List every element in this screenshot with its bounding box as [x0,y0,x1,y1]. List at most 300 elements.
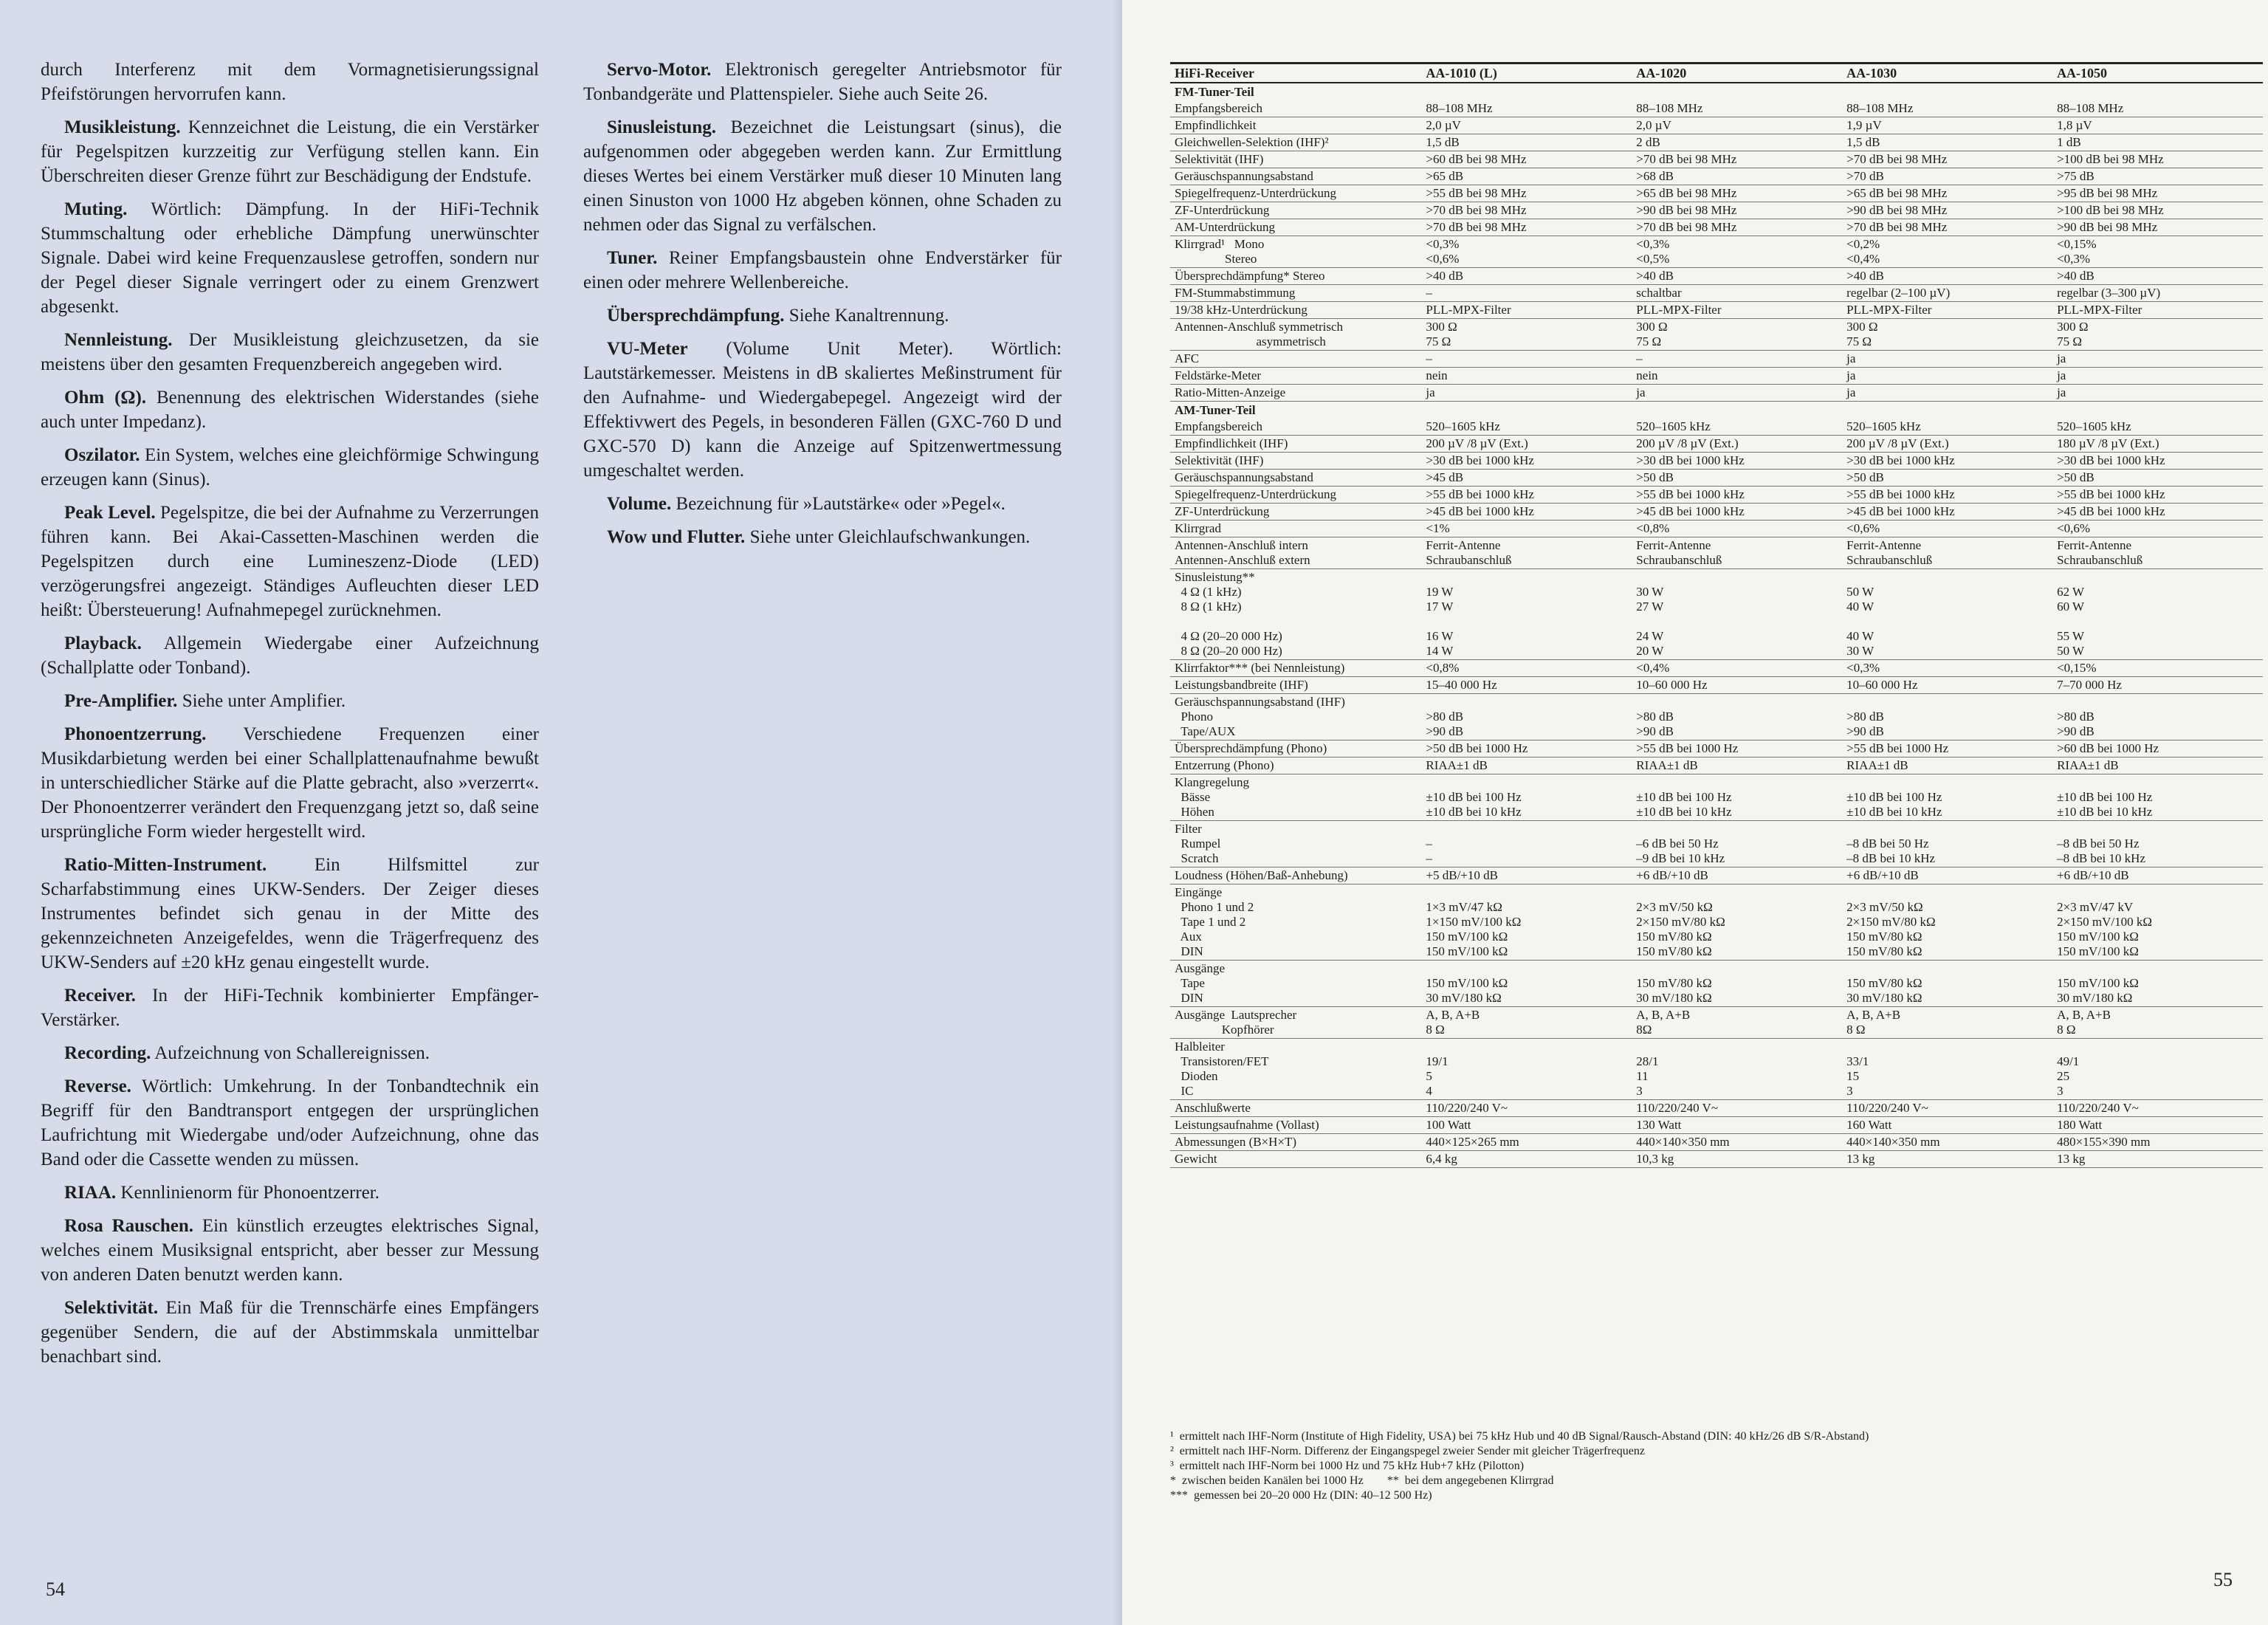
table-header-cell: AA-1010 (L) [1421,63,1632,83]
spec-value-cell: 15–40 000 Hz [1421,677,1632,694]
spec-label-cell: AM-Unterdrückung [1170,219,1421,236]
spec-value-cell: 50 W 40 W 40 W 30 W [1842,569,2052,660]
spec-label-cell: Anschlußwerte [1170,1100,1421,1117]
spec-value-cell: 19/1 5 4 [1421,1039,1632,1100]
spec-label-cell: Loudness (Höhen/Baß-Anhebung) [1170,868,1421,884]
spec-value-cell: <0,6% [1842,521,2052,537]
spec-value-cell: Ferrit-Antenne Schraubanschluß [2052,537,2263,569]
spec-value-cell: >70 dB bei 98 MHz [1421,219,1632,236]
spec-value-cell: 440×140×350 mm [1842,1134,2052,1151]
spec-value-cell: 110/220/240 V~ [1421,1100,1632,1117]
spec-value-cell: <0,6% [2052,521,2263,537]
spec-value-cell: ±10 dB bei 100 Hz ±10 dB bei 10 kHz [1842,774,2052,821]
spec-value-cell: 13 kg [1842,1151,2052,1168]
spec-value-cell: ±10 dB bei 100 Hz ±10 dB bei 10 kHz [1421,774,1632,821]
spec-value-cell: <0,15% <0,3% [2052,236,2263,268]
table-row [1170,202,2263,219]
spec-value-cell: <0,3% <0,5% [1632,236,1842,268]
spec-value-cell: >95 dB bei 98 MHz [2052,185,2263,202]
glossary-term: VU-Meter [607,339,688,359]
spec-value-cell: >50 dB [1842,470,2052,487]
footnote: *** gemessen bei 20–20 000 Hz (DIN: 40–12 500 Hz) [1170,1489,1432,1502]
spec-value-cell: >50 dB [2052,470,2263,487]
spec-label-cell: Klangregelung Bässe Höhen [1170,774,1421,821]
glossary-term: Peak Level. [64,503,156,523]
glossary-term: Recording. [64,1043,151,1063]
spec-value-cell: <0,4% [1632,660,1842,677]
table-row [1170,537,2263,569]
spec-value-cell: 440×140×350 mm [1632,1134,1842,1151]
spec-value-cell: ja [2052,368,2263,385]
table-row [1170,774,2263,821]
spec-value-cell: 2×3 mV/50 kΩ 2×150 mV/80 kΩ 150 mV/80 kΩ 150 mV/80 kΩ [1842,884,2052,961]
table-header-cell: AA-1050 [2052,63,2263,83]
spec-value-cell: 62 W 60 W 55 W 50 W [2052,569,2263,660]
spec-value-cell: 520–1605 kHz [1632,419,1842,436]
table-row [1170,1007,2263,1039]
spec-value-cell: >50 dB [1632,470,1842,487]
table-row [1170,470,2263,487]
glossary-entry [41,689,539,713]
glossary-definition: Bezeichnung für »Lautstärke« oder »Pegel«. [676,494,1006,514]
spec-value-cell: ±10 dB bei 100 Hz ±10 dB bei 10 kHz [1632,774,1842,821]
glossary-entry [583,246,1062,295]
spec-value-cell: – [1421,285,1632,302]
table-row [1170,694,2263,741]
spec-value-cell: +6 dB/+10 dB [1632,868,1842,884]
spec-label-cell: ZF-Unterdrückung [1170,504,1421,521]
spec-value-cell: PLL-MPX-Filter [1421,302,1632,319]
spec-value-cell: ja [1842,368,2052,385]
spec-value-cell: ja [2052,385,2263,402]
table-section-row [1170,402,2263,419]
glossary-definition: Benennung des elektrischen Widerstandes (siehe auch unter Impedanz). [41,388,539,432]
spec-value-cell: 10–60 000 Hz [1632,677,1842,694]
spec-value-cell: >80 dB >90 dB [1421,694,1632,741]
table-row [1170,1117,2263,1134]
spec-value-cell: 88–108 MHz [1632,100,1842,117]
glossary-entry [41,1214,539,1287]
glossary-entry [41,722,539,844]
spec-value-cell: >80 dB >90 dB [1842,694,2052,741]
spec-value-cell: – – [1421,821,1632,868]
glossary-definition: Ein System, welches eine gleichförmige Schwingung erzeugen kann (Sinus). [41,445,540,489]
glossary-entry [583,303,1062,328]
table-row [1170,1134,2263,1151]
table-row [1170,236,2263,268]
spec-value-cell: >30 dB bei 1000 kHz [2052,453,2263,470]
spec-value-cell: – [1421,351,1632,368]
table-row [1170,504,2263,521]
spec-value-cell: >55 dB bei 98 MHz [1421,185,1632,202]
spec-label-cell: Geräuschspannungsabstand [1170,168,1421,185]
spec-value-cell: 300 Ω 75 Ω [1632,319,1842,351]
table-row [1170,677,2263,694]
spec-value-cell: PLL-MPX-Filter [2052,302,2263,319]
right-page [1122,0,2268,1625]
spec-value-cell: 1,8 µV [2052,117,2263,134]
footnote: ² ermittelt nach IHF-Norm. Differenz der Eingangspegel zweier Sender mit gleicher Trägerfrequenz [1170,1445,1645,1457]
spec-label-cell: Feldstärke-Meter [1170,368,1421,385]
glossary-entry [41,115,539,188]
glossary-entry [583,58,1062,106]
glossary-definition: Aufzeichnung von Schallereignissen. [154,1043,430,1063]
glossary-term: Muting. [64,199,128,219]
table-row [1170,302,2263,319]
spec-value-cell: A, B, A+B 8 Ω [1421,1007,1632,1039]
glossary-term: Ratio-Mitten-Instrument. [64,855,267,875]
table-row [1170,285,2263,302]
glossary-entry [41,385,539,434]
spec-value-cell: >55 dB bei 1000 kHz [1632,487,1842,504]
spec-value-cell: <0,3% <0,6% [1421,236,1632,268]
spec-value-cell: 88–108 MHz [1842,100,2052,117]
table-row [1170,134,2263,151]
spec-value-cell: >100 dB bei 98 MHz [2052,202,2263,219]
spec-value-cell: >45 dB bei 1000 kHz [1421,504,1632,521]
footnote: ³ ermittelt nach IHF-Norm bei 1000 Hz und 75 kHz Hub+7 kHz (Pilotton) [1170,1460,1525,1472]
spec-label-cell: Leistungsbandbreite (IHF) [1170,677,1421,694]
spec-value-cell: 88–108 MHz [2052,100,2263,117]
table-row [1170,368,2263,385]
glossary-term: Rosa Rauschen. [64,1216,194,1236]
spec-value-cell: –8 dB bei 50 Hz –8 dB bei 10 kHz [1842,821,2052,868]
spec-value-cell: RIAA±1 dB [1421,757,1632,774]
glossary-definition: Wörtlich: Umkehrung. In der Tonbandtechnik ein Begriff für den Bandtransport entgegen der ursprünglichen Laufrichtung mit Wiedergabe und/oder Aufzeichnung, ohne das Band oder die Cassette wenden zu müssen. [41,1076,539,1169]
spec-value-cell: +6 dB/+10 dB [2052,868,2263,884]
spec-value-cell: >40 dB [1421,268,1632,285]
spec-value-cell: >40 dB [2052,268,2263,285]
spec-value-cell: 33/1 15 3 [1842,1039,2052,1100]
spec-value-cell: >60 dB bei 1000 Hz [2052,741,2263,757]
section-title: AM-Tuner-Teil [1175,403,1256,417]
glossary-term: Phonoentzerrung. [64,724,207,744]
glossary-definition: Bezeichnet die Leistungsart (sinus), die aufgenommen oder abgegeben werden kann. Zur Ermittlung dieses Wertes bei einem Verstärker muß dieser 10 Minuten lang einen Sinuston von 1000 Hz abgeben können, ohne Schaden zu nehmen oder das Signal zu verfälschen. [583,117,1062,235]
spec-label-cell: ZF-Unterdrückung [1170,202,1421,219]
glossary-term: Servo-Motor. [607,60,712,80]
glossary-definition: In der HiFi-Technik kombinierter Empfänger-Verstärker. [41,986,539,1030]
spec-value-cell: 28/1 11 3 [1632,1039,1842,1100]
spec-value-cell: A, B, A+B 8 Ω [2052,1007,2263,1039]
spec-value-cell: regelbar (2–100 µV) [1842,285,2052,302]
glossary-definition: (Volume Unit Meter). Wörtlich: Lautstärkemesser. Meistens in dB skaliertes Meßinstrument für den Aufnahme- und Wiedergabepegel. Angezeigt wird der Effektivwert des Pegels, in besonderen Fällen (GXC-760 D und GXC-570 D) kann die Anzeige auf Spitzenwertmessung umgeschaltet werden. [583,339,1062,481]
spec-label-cell: Halbleiter Transistoren/FET Dioden IC [1170,1039,1421,1100]
spec-value-cell: RIAA±1 dB [1632,757,1842,774]
spec-value-cell: 200 µV /8 µV (Ext.) [1421,436,1632,453]
spec-value-cell: >45 dB bei 1000 kHz [2052,504,2263,521]
spec-value-cell: 1×3 mV/47 kΩ 1×150 mV/100 kΩ 150 mV/100 kΩ 150 mV/100 kΩ [1421,884,1632,961]
glossary-entry [41,328,539,377]
spec-value-cell: 130 Watt [1632,1117,1842,1134]
spec-table-header-row [1170,63,2263,83]
glossary-definition: Siehe unter Gleichlaufschwankungen. [749,527,1031,547]
spec-value-cell: >30 dB bei 1000 kHz [1632,453,1842,470]
table-row [1170,100,2263,117]
spec-label-cell: Abmessungen (B×H×T) [1170,1134,1421,1151]
spec-value-cell: <0,8% [1421,660,1632,677]
spec-value-cell: <1% [1421,521,1632,537]
spec-value-cell: >80 dB >90 dB [1632,694,1842,741]
table-row [1170,151,2263,168]
spec-value-cell: >45 dB bei 1000 kHz [1632,504,1842,521]
glossary-entry [41,197,539,319]
spec-value-cell: – [1632,351,1842,368]
spec-value-cell: PLL-MPX-Filter [1632,302,1842,319]
spec-value-cell: 7–70 000 Hz [2052,677,2263,694]
spec-value-cell: ja [1842,351,2052,368]
spec-value-cell: 200 µV /8 µV (Ext.) [1632,436,1842,453]
spec-label-cell: Gewicht [1170,1151,1421,1168]
spec-value-cell: 1,5 dB [1842,134,2052,151]
glossary-entry [41,1181,539,1205]
spec-label-cell: Selektivität (IHF) [1170,453,1421,470]
glossary-entry [41,501,539,622]
glossary-term: Tuner. [607,248,658,268]
glossary-definition: Allgemein Wiedergabe einer Aufzeichnung (Schallplatte oder Tonband). [41,633,540,678]
spec-value-cell: >55 dB bei 1000 Hz [1842,741,2052,757]
glossary-column-right [583,58,1062,558]
spec-value-cell: 1,9 µV [1842,117,2052,134]
spec-value-cell: 150 mV/100 kΩ 30 mV/180 kΩ [2052,961,2263,1007]
spec-value-cell: 520–1605 kHz [1842,419,2052,436]
spec-value-cell: >90 dB bei 98 MHz [1632,202,1842,219]
spec-value-cell: >75 dB [2052,168,2263,185]
table-row [1170,1151,2263,1168]
glossary-definition: Ein künstlich erzeugtes elektrisches Signal, welches einem Musiksignal entspricht, aber besser zur Messung von anderen Daten benutzt werden kann. [41,1216,539,1285]
glossary-definition: Wörtlich: Dämpfung. In der HiFi-Technik Stummschaltung oder erhebliche Dämpfung unerwünschter Signale. Dabei wird keine Frequenzauslese getroffen, sondern nur der Pegel dieser Signale verringert oder zu einem Grenzwert abgesenkt. [41,199,539,317]
glossary-entry [41,1074,539,1172]
spec-label-cell: Antennen-Anschluß intern Antennen-Anschluß extern [1170,537,1421,569]
table-row [1170,884,2263,961]
spec-value-cell: 19 W 17 W 16 W 14 W [1421,569,1632,660]
spec-label-cell: Empfangsbereich [1170,100,1421,117]
spec-label-cell: AFC [1170,351,1421,368]
spec-value-cell: 180 µV /8 µV (Ext.) [2052,436,2263,453]
spec-label-cell: Eingänge Phono 1 und 2 Tape 1 und 2 Aux DIN [1170,884,1421,961]
table-row [1170,741,2263,757]
table-section-row [1170,83,2263,100]
receiver-spec-table [1170,62,2263,1168]
spec-value-cell: >70 dB [1842,168,2052,185]
spec-label-cell: Klirrfaktor*** (bei Nennleistung) [1170,660,1421,677]
spec-value-cell: 480×155×390 mm [2052,1134,2263,1151]
spec-value-cell: 520–1605 kHz [1421,419,1632,436]
spec-value-cell: >70 dB bei 98 MHz [1632,151,1842,168]
spec-label-cell: Sinusleistung** 4 Ω (1 kHz) 8 Ω (1 kHz) 4 Ω (20–20 000 Hz) 8 Ω (20–20 000 Hz) [1170,569,1421,660]
footnotes [1170,1429,2255,1503]
spec-value-cell: ja [1842,385,2052,402]
glossary-term: RIAA. [64,1183,117,1203]
spec-label-cell: Geräuschspannungsabstand [1170,470,1421,487]
spec-value-cell: +6 dB/+10 dB [1842,868,2052,884]
spec-value-cell: >70 dB bei 98 MHz [1842,219,2052,236]
spec-value-cell: 10,3 kg [1632,1151,1842,1168]
left-page [0,0,1122,1625]
glossary-definition: Kennlinienorm für Phonoentzerrer. [120,1183,379,1203]
spec-value-cell: 520–1605 kHz [2052,419,2263,436]
glossary-entry [41,58,539,106]
spec-value-cell: >45 dB bei 1000 kHz [1842,504,2052,521]
glossary-entry [583,337,1062,483]
spec-value-cell: >30 dB bei 1000 kHz [1421,453,1632,470]
page-number-right: 55 [2213,1569,2233,1590]
glossary-term: Oszilator. [64,445,140,465]
spec-label-cell: Klirrgrad [1170,521,1421,537]
table-row [1170,660,2263,677]
glossary-definition: Kennzeichnet die Leistung, die ein Verstärker für Pegelspitzen kurzzeitig zur Verfügung stellen kann. Ein Überschreiten dieser Grenze führt zur Beschädigung der Endstufe. [41,117,540,186]
spec-value-cell: <0,15% [2052,660,2263,677]
glossary-term: Musikleistung. [64,117,181,137]
table-header-cell: AA-1030 [1842,63,2052,83]
spec-value-cell: >65 dB [1421,168,1632,185]
spec-value-cell: >55 dB bei 1000 Hz [1632,741,1842,757]
spec-value-cell: 180 Watt [2052,1117,2263,1134]
spec-label-cell: Leistungsaufnahme (Vollast) [1170,1117,1421,1134]
spec-value-cell: ±10 dB bei 100 Hz ±10 dB bei 10 kHz [2052,774,2263,821]
table-row [1170,961,2263,1007]
spec-value-cell: >55 dB bei 1000 kHz [2052,487,2263,504]
spec-label-cell: Antennen-Anschluß symmetrisch asymmetrisch [1170,319,1421,351]
spec-value-cell: >80 dB >90 dB [2052,694,2263,741]
spec-label-cell: Ausgänge Lautsprecher Kopfhörer [1170,1007,1421,1039]
table-row [1170,487,2263,504]
table-row [1170,351,2263,368]
spec-label-cell: Übersprechdämpfung* Stereo [1170,268,1421,285]
spec-value-cell: >70 dB bei 98 MHz [1842,151,2052,168]
spec-value-cell: >100 dB bei 98 MHz [2052,151,2263,168]
table-row [1170,268,2263,285]
spec-value-cell: <0,2% <0,4% [1842,236,2052,268]
glossary-term: Übersprechdämpfung. [607,306,785,326]
spec-value-cell: >70 dB bei 98 MHz [1632,219,1842,236]
glossary-term: Reverse. [64,1076,131,1096]
spec-value-cell: >40 dB [1632,268,1842,285]
spec-value-cell: 300 Ω 75 Ω [1421,319,1632,351]
spec-value-cell: >30 dB bei 1000 kHz [1842,453,2052,470]
glossary-term: Nennleistung. [64,330,173,350]
glossary-term: Ohm (Ω). [64,388,147,408]
spec-value-cell: –6 dB bei 50 Hz –9 dB bei 10 kHz [1632,821,1842,868]
table-row [1170,569,2263,660]
spec-label-cell: Empfindlichkeit (IHF) [1170,436,1421,453]
glossary-definition: Elektronisch geregelter Antriebsmotor für Tonbandgeräte und Plattenspieler. Siehe auch Seite 26. [583,60,1062,104]
spec-value-cell: 2×3 mV/50 kΩ 2×150 mV/80 kΩ 150 mV/80 kΩ 150 mV/80 kΩ [1632,884,1842,961]
glossary-definition: Der Musikleistung gleichzusetzen, da sie meistens über den gesamten Frequenzbereich angegeben wird. [41,330,539,374]
spec-value-cell: >55 dB bei 1000 kHz [1842,487,2052,504]
glossary-definition: Siehe Kanaltrennung. [788,306,949,326]
glossary-entry [41,443,539,492]
spec-label-cell: Spiegelfrequenz-Unterdrückung [1170,185,1421,202]
glossary-definition: Verschiedene Frequenzen einer Musikdarbietung werden bei einer Schallplattenaufnahme bewußt in unterschiedlicher Stärke auf die Platte gebracht, also »verzerrt«. Der Phonoentzerrer verändert den Frequenzgang jetzt so, daß seine ursprüngliche Form wieder hergestellt wird. [41,724,539,842]
spec-value-cell: 6,4 kg [1421,1151,1632,1168]
glossary-definition: Reiner Empfangsbaustein ohne Endverstärker für einen oder mehrere Wellenbereiche. [583,248,1062,292]
spec-value-cell: >65 dB bei 98 MHz [1632,185,1842,202]
glossary-entry [41,631,539,680]
spec-value-cell: nein [1632,368,1842,385]
footnote: ¹ ermittelt nach IHF-Norm (Institute of High Fidelity, USA) bei 75 kHz Hub und 40 dB Signal/Rausch-Abstand (DIN: 40 kHz/26 dB S/R-Abstand) [1170,1430,1869,1443]
spec-value-cell: >70 dB bei 98 MHz [1421,202,1632,219]
spec-value-cell: 1 dB [2052,134,2263,151]
table-row [1170,168,2263,185]
glossary-entry [41,853,539,975]
glossary-entry [41,1041,539,1065]
table-row [1170,385,2263,402]
spec-value-cell: 2,0 µV [1421,117,1632,134]
spec-value-cell: <0,8% [1632,521,1842,537]
spec-value-cell: RIAA±1 dB [1842,757,2052,774]
spec-label-cell: Selektivität (IHF) [1170,151,1421,168]
spec-value-cell: 110/220/240 V~ [1842,1100,2052,1117]
spec-label-cell: Geräuschspannungsabstand (IHF) Phono Tape/AUX [1170,694,1421,741]
spec-value-cell: 150 mV/80 kΩ 30 mV/180 kΩ [1632,961,1842,1007]
glossary-term: Wow und Flutter. [607,527,746,547]
page-number-left: 54 [46,1578,65,1600]
spec-value-cell: Ferrit-Antenne Schraubanschluß [1632,537,1842,569]
spec-value-cell: 150 mV/80 kΩ 30 mV/180 kΩ [1842,961,2052,1007]
spec-value-cell: >50 dB bei 1000 Hz [1421,741,1632,757]
table-row [1170,821,2263,868]
spec-value-cell: A, B, A+B 8Ω [1632,1007,1842,1039]
glossary-entry [583,525,1062,549]
spec-value-cell: RIAA±1 dB [2052,757,2263,774]
spec-value-cell: >55 dB bei 1000 kHz [1421,487,1632,504]
spec-value-cell: >65 dB bei 98 MHz [1842,185,2052,202]
spec-value-cell: >90 dB bei 98 MHz [2052,219,2263,236]
glossary-column-left [41,58,539,1378]
spec-value-cell: 13 kg [2052,1151,2263,1168]
spec-value-cell: 2 dB [1632,134,1842,151]
spec-value-cell: >90 dB bei 98 MHz [1842,202,2052,219]
spec-value-cell: 2,0 µV [1632,117,1842,134]
spec-value-cell: 30 W 27 W 24 W 20 W [1632,569,1842,660]
spec-label-cell: Übersprechdämpfung (Phono) [1170,741,1421,757]
table-row [1170,436,2263,453]
table-row [1170,521,2263,537]
spec-value-cell: ja [1421,385,1632,402]
spec-value-cell: >60 dB bei 98 MHz [1421,151,1632,168]
spec-value-cell: 300 Ω 75 Ω [1842,319,2052,351]
spec-value-cell: ja [2052,351,2263,368]
glossary-definition: Ein Maß für die Trennschärfe eines Empfängers gegenüber Sendern, die auf der Abstimmskala unmittelbar benachbart sind. [41,1298,540,1367]
table-row [1170,419,2263,436]
spec-label-cell: Ratio-Mitten-Anzeige [1170,385,1421,402]
spec-value-cell: 49/1 25 3 [2052,1039,2263,1100]
spec-value-cell: –8 dB bei 50 Hz –8 dB bei 10 kHz [2052,821,2263,868]
spec-value-cell: 160 Watt [1842,1117,2052,1134]
table-row [1170,453,2263,470]
table-row [1170,868,2263,884]
footnote: * zwischen beiden Kanälen bei 1000 Hz ** bei dem angegebenen Klirrgrad [1170,1474,1554,1487]
spec-value-cell: A, B, A+B 8 Ω [1842,1007,2052,1039]
glossary-entry [41,1296,539,1369]
spec-value-cell: schaltbar [1632,285,1842,302]
glossary-definition: Ein Hilfsmittel zur Scharfabstimmung eines UKW-Senders. Der Zeiger dieses Instrumentes befindet sich genau in der Mitte des gekennzeichneten Anzeigefeldes, wenn die Trägerfrequenz des UKW-Senders auf ±20 kHz genau eingestellt wurde. [41,855,539,972]
glossary-entry [41,983,539,1032]
spec-value-cell: 10–60 000 Hz [1842,677,2052,694]
spec-label-cell: Entzerrung (Phono) [1170,757,1421,774]
spec-value-cell: +5 dB/+10 dB [1421,868,1632,884]
spec-label-cell: Gleichwellen-Selektion (IHF)² [1170,134,1421,151]
spec-label-cell: Klirrgrad¹ Mono Stereo [1170,236,1421,268]
glossary-term: Volume. [607,494,672,514]
spec-label-cell: Empfindlichkeit [1170,117,1421,134]
section-title: FM-Tuner-Teil [1175,85,1254,99]
glossary-term: Selektivität. [64,1298,159,1318]
table-row [1170,757,2263,774]
spec-value-cell: regelbar (3–300 µV) [2052,285,2263,302]
glossary-term: Receiver. [64,986,136,1006]
spec-label-cell: Filter Rumpel Scratch [1170,821,1421,868]
